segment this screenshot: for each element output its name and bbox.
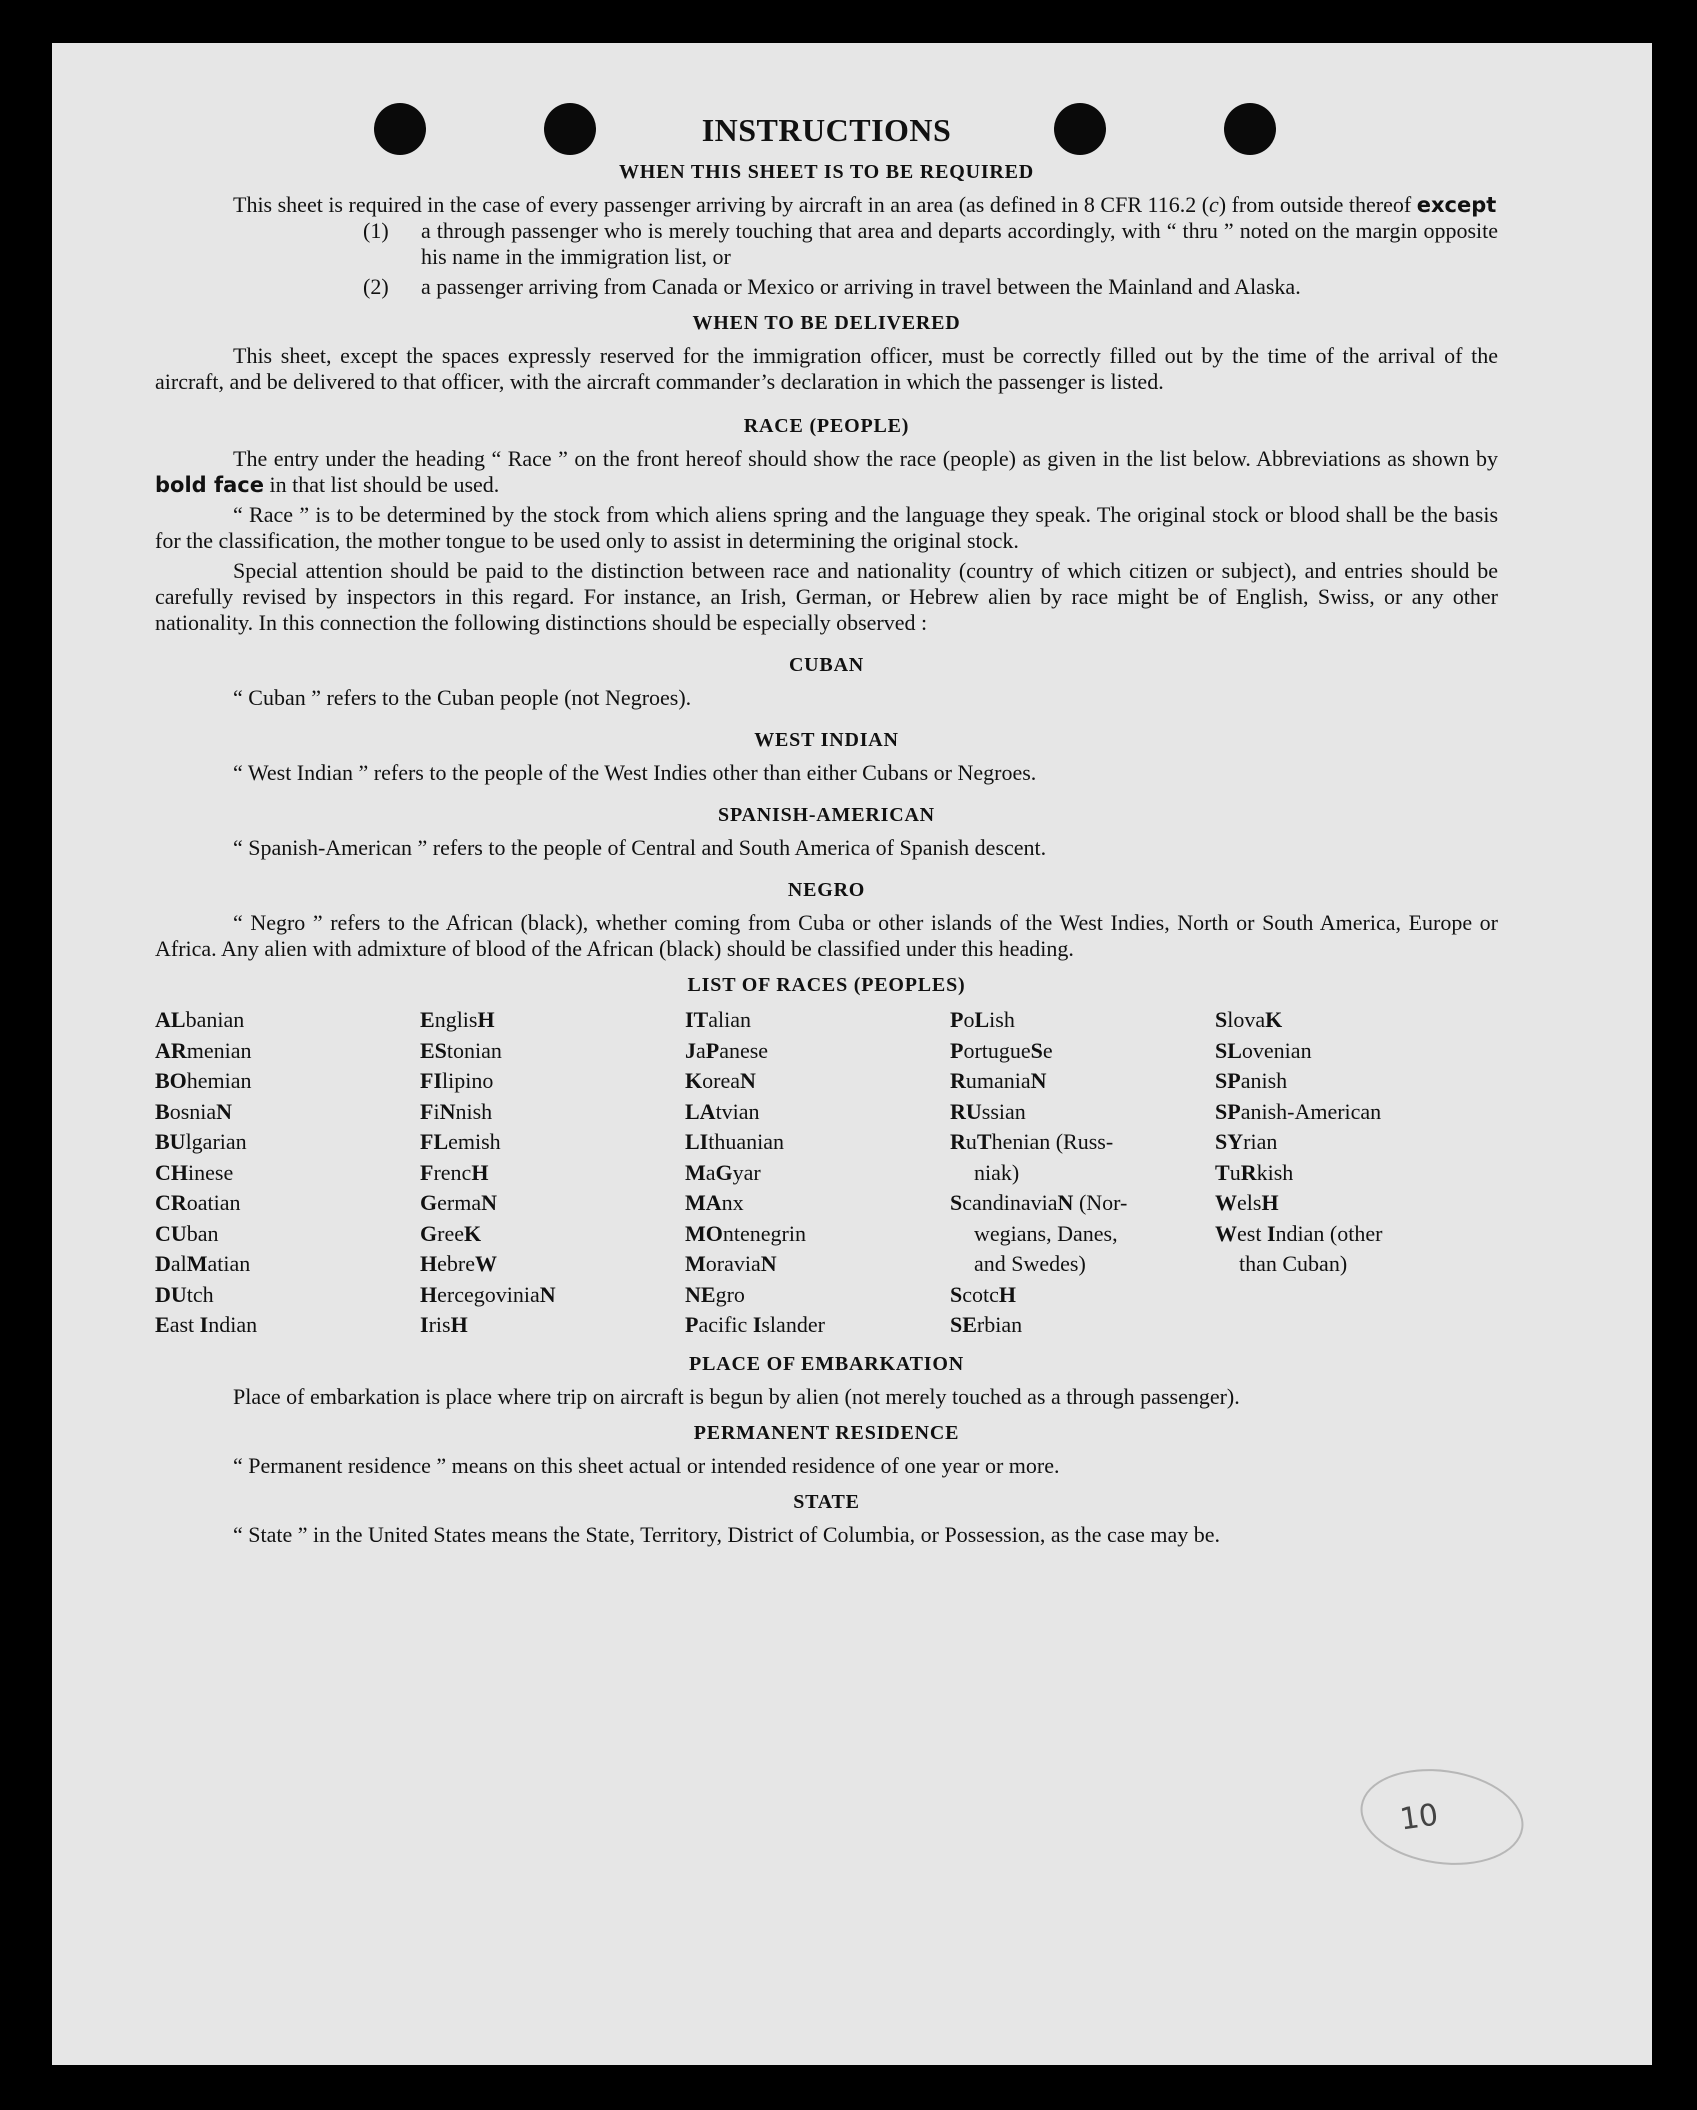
- section-heading-embarkation: PLACE OF EMBARKATION: [689, 1352, 964, 1375]
- race-entry: CHinese: [155, 1159, 234, 1185]
- race-entry: NEgro: [685, 1281, 745, 1307]
- race-entry: RUssian: [950, 1098, 1026, 1124]
- race-entry: CRoatian: [155, 1190, 241, 1215]
- race-entry: SPanish: [1215, 1068, 1288, 1093]
- race-paragraph-1: The entry under the heading “ Race ” on the front hereof should show the race (people) as given in the list below. Abbreviations as shown by bold face in that list should be used.: [155, 446, 1498, 497]
- section-heading-required: WHEN THIS SHEET IS TO BE REQUIRED: [618, 161, 1035, 183]
- races-column: [420, 1005, 685, 1341]
- instructions-content: [155, 112, 1498, 1548]
- race-entry: MaGyar: [685, 1159, 761, 1185]
- race-entry: MoraviaN: [685, 1251, 777, 1276]
- race-entry: BOhemian: [155, 1068, 252, 1093]
- races-column: [950, 1005, 1215, 1341]
- race-entry: RuThenian (Russ-: [950, 1129, 1114, 1154]
- races-column: [685, 1005, 950, 1341]
- race-entry: IrisH: [420, 1312, 468, 1337]
- section-heading-races-list: LIST OF RACES (PEOPLES): [687, 974, 966, 996]
- race-entry: ALbanian: [155, 1007, 245, 1032]
- race-entry: MOntenegrin: [685, 1220, 806, 1246]
- race-entry: SErbian: [950, 1312, 1023, 1337]
- race-entry: SlovaK: [1215, 1007, 1283, 1032]
- race-entry: DUtch: [155, 1281, 214, 1307]
- race-entry: wegians, Danes,: [974, 1220, 1118, 1246]
- race-entry: Pacific Islander: [685, 1312, 825, 1337]
- race-entry: than Cuban): [1239, 1251, 1348, 1276]
- exception-item-2: (2) a passenger arriving from Canada or Mexico or arriving in travel between the Mainland and Alaska.: [363, 274, 1301, 299]
- race-entry: ITalian: [685, 1007, 752, 1032]
- race-entry: CUban: [155, 1220, 219, 1246]
- page-title: INSTRUCTIONS: [701, 112, 952, 148]
- race-entry: WelsH: [1215, 1190, 1279, 1215]
- required-intro: This sheet is required in the case of every passenger arriving by aircraft in an area (as defined in 8 CFR 116.2 (c) from outside thereof except: [233, 192, 1497, 217]
- race-entry: HebreW: [420, 1251, 497, 1276]
- races-column: [1215, 1005, 1480, 1341]
- race-entry: ARmenian: [155, 1037, 252, 1063]
- section-heading-race: RACE (PEOPLE): [743, 415, 910, 437]
- race-paragraph-3: Special attention should be paid to the distinction between race and nationality (country of which citizen or subject), and entries should be carefully revised by inspectors in this regard. For instance, an Irish, German, or Hebrew alien by race might be of English, Swiss, or any other nationality. In this connection the following distinctions should be especially observed :: [155, 558, 1498, 635]
- race-entry: SPanish-American: [1215, 1098, 1382, 1124]
- race-entry: SYrian: [1215, 1129, 1278, 1154]
- race-entry: RumaniaN: [950, 1068, 1047, 1093]
- race-entry: PortugueSe: [950, 1037, 1053, 1063]
- race-entry: ScandinaviaN (Nor-: [950, 1190, 1128, 1215]
- race-entry: and Swedes): [974, 1251, 1086, 1276]
- section-heading-spanish-american: SPANISH-AMERICAN: [718, 804, 935, 826]
- race-entry: JaPanese: [685, 1037, 769, 1063]
- races-list: [155, 1005, 1498, 1341]
- race-entry: FIlipino: [420, 1068, 494, 1093]
- race-entry: LAtvian: [685, 1098, 760, 1124]
- section-heading-west-indian: WEST INDIAN: [754, 729, 899, 751]
- section-heading-residence: PERMANENT RESIDENCE: [693, 1421, 960, 1444]
- section-heading-state: STATE: [793, 1490, 860, 1513]
- race-entry: FrencH: [420, 1159, 489, 1185]
- race-entry: ScotcH: [950, 1281, 1017, 1307]
- races-column: [155, 1005, 420, 1341]
- race-entry: KoreaN: [685, 1068, 756, 1093]
- exception-item-1: (1) a through passenger who is merely touching that area and departs accordingly, with “ thru ” noted on the margin opposite his name in the immigration list, or: [363, 218, 1498, 269]
- race-entry: TuRkish: [1215, 1159, 1294, 1185]
- race-entry: niak): [974, 1159, 1020, 1185]
- delivered-text: This sheet, except the spaces expressly reserved for the immigration officer, must be correctly filled out by the time of the arrival of the aircraft, and be delivered to that officer, with the aircraft commander’s declaration in which the passenger is listed.: [155, 343, 1498, 394]
- race-entry: HercegoviniaN: [420, 1281, 556, 1307]
- race-entry: LIthuanian: [685, 1129, 785, 1154]
- race-entry: DalMatian: [155, 1251, 251, 1276]
- race-entry: West Indian (other: [1215, 1220, 1383, 1246]
- handwritten-mark: 10: [1397, 1797, 1441, 1838]
- race-entry: GermaN: [420, 1190, 497, 1215]
- race-entry: EStonian: [420, 1037, 502, 1063]
- race-entry: SLovenian: [1215, 1037, 1312, 1063]
- section-heading-negro: NEGRO: [787, 879, 866, 901]
- race-entry: FLemish: [420, 1129, 501, 1154]
- section-heading-delivered: WHEN TO BE DELIVERED: [692, 312, 961, 334]
- race-entry: MAnx: [685, 1190, 744, 1215]
- race-entry: PoLish: [950, 1007, 1015, 1032]
- west-indian-text: “ West Indian ” refers to the people of the West Indies other than either Cubans or Negroes.: [233, 760, 1037, 785]
- race-entry: FiNnish: [420, 1098, 493, 1124]
- race-entry: BUlgarian: [155, 1129, 247, 1154]
- embarkation-text: Place of embarkation is place where trip on aircraft is begun by alien (not merely touched as a through passenger).: [233, 1383, 1240, 1409]
- section-heading-cuban: CUBAN: [788, 654, 865, 676]
- residence-text: “ Permanent residence ” means on this sheet actual or intended residence of one year or more.: [233, 1452, 1060, 1478]
- spanish-american-text: “ Spanish-American ” refers to the people of Central and South America of Spanish descent.: [233, 835, 1047, 860]
- race-entry: East Indian: [155, 1312, 258, 1337]
- race-paragraph-2: “ Race ” is to be determined by the stock from which aliens spring and the language they speak. The original stock or blood shall be the basis for the classification, the mother tongue to be used only to assist in determining the original stock.: [155, 502, 1498, 553]
- race-entry: GreeK: [420, 1220, 482, 1246]
- race-entry: EnglisH: [420, 1007, 495, 1032]
- negro-text: “ Negro ” refers to the African (black), whether coming from Cuba or other islands of the West Indies, North or South America, Europe or Africa. Any alien with admixture of blood of the African (black) should be classified under this heading.: [155, 910, 1498, 961]
- cuban-text: “ Cuban ” refers to the Cuban people (not Negroes).: [233, 685, 692, 710]
- race-entry: BosniaN: [155, 1098, 233, 1124]
- state-text: “ State ” in the United States means the State, Territory, District of Columbia, or Possession, as the case may be.: [233, 1521, 1221, 1547]
